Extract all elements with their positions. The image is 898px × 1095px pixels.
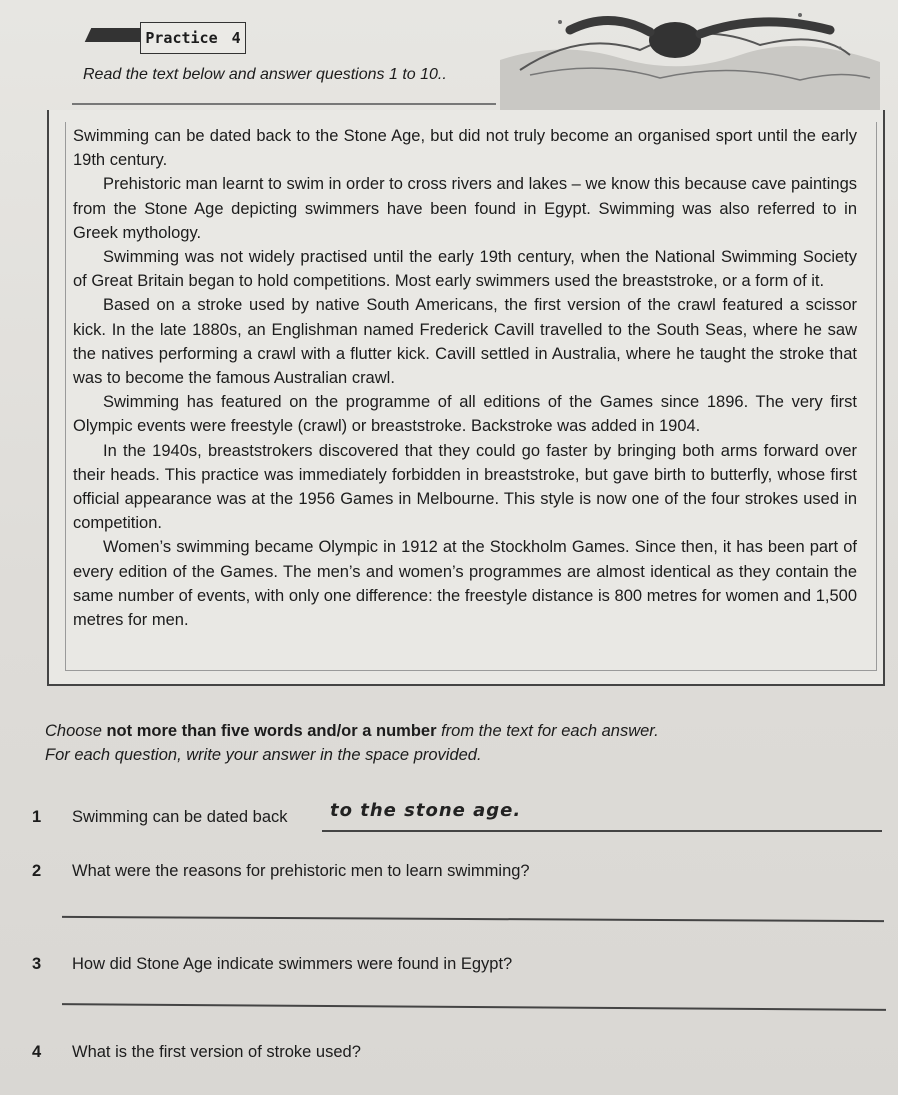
answer-directions (45, 719, 845, 767)
passage-text (73, 124, 857, 632)
paragraph: Swimming can be dated back to the Stone Age, but did not truly become an organised sport until the early 19th century. (73, 127, 857, 170)
spray-dot (558, 20, 562, 24)
question-4 (32, 1043, 361, 1062)
answer-line-3[interactable] (62, 1003, 886, 1010)
question-text: How did Stone Age indicate swimmers were found in Egypt? (72, 955, 513, 973)
question-number: 4 (32, 1043, 42, 1061)
question-number: 3 (32, 955, 42, 973)
question-3 (32, 955, 512, 974)
swimmer-illustration (500, 0, 880, 110)
question-text: What were the reasons for prehistoric men to learn swimming? (72, 862, 530, 880)
question-2 (32, 862, 530, 881)
directions-line-2: For each question, write your answer in the space provided. (45, 746, 482, 764)
practice-label: Practice (145, 29, 218, 47)
question-number: 2 (32, 862, 42, 880)
question-text: What is the first version of stroke used? (72, 1043, 361, 1061)
paragraph: Based on a stroke used by native South Americans, the first version of the crawl featured a scissor kick. In the late 1880s, an Englishman named Frederick Cavill travelled to the South Seas, where he saw the natives performing a crawl with a flutter kick. Cavill settled in Australia, where he taught the stroke that was to become the famous Australian crawl. (73, 296, 857, 388)
practice-number: 4 (231, 29, 241, 47)
water-splash (500, 46, 880, 110)
spray-dot (798, 13, 802, 17)
question-1 (32, 808, 288, 827)
practice-badge (140, 22, 246, 54)
paragraph: Swimming was not widely practised until the early 19th century, when the National Swimming Society of Great Britain began to hold competitions. Most early swimmers used the breaststroke, or a form of it. (73, 248, 857, 291)
question-text: Swimming can be dated back (72, 808, 288, 826)
divider (72, 103, 496, 105)
answer-1-handwriting: to the stone age. (330, 800, 522, 821)
answer-line-1[interactable] (322, 830, 882, 832)
swimmer-head (649, 22, 701, 58)
paragraph: Women’s swimming became Olympic in 1912 at the Stockholm Games. Since then, it has been part of every edition of the Games. The men’s and women’s programmes are almost identical as they contain the same number of events, with only one difference: the freestyle distance is 800 metres for women and 1,500 metres for men. (73, 538, 857, 630)
directions-line-1: Choose not more than five words and/or a number from the text for each answer. (45, 722, 659, 740)
swimmer-arm-right (700, 22, 830, 34)
paragraph: In the 1940s, breaststrokers discovered that they could go faster by bringing both arms forward over their heads. This practice was immediately forbidden in breaststroke, but gave birth to butterfly, whose first official appearance was at the 1956 Games in Melbourne. This style is now one of the four strokes used in competition. (73, 441, 857, 533)
answer-line-2[interactable] (62, 916, 884, 922)
paragraph: Swimming has featured on the programme of all editions of the Games since 1896. The very first Olympic events were freestyle (crawl) or breaststroke. Backstroke was added in 1904. (73, 393, 857, 436)
paragraph: Prehistoric man learnt to swim in order to cross rivers and lakes – we know this because cave paintings from the Stone Age depicting swimmers have been found in Egypt. Swimming was also referred to in Greek mythology. (73, 175, 857, 242)
swimmer-arm-left (570, 20, 650, 32)
reading-passage-box (47, 110, 885, 686)
directions-emphasis: not more than five words and/or a number (106, 722, 437, 740)
spray-dot (839, 47, 842, 50)
question-number: 1 (32, 808, 42, 826)
instruction-text: Read the text below and answer questions 1 to 10.. (83, 66, 447, 83)
